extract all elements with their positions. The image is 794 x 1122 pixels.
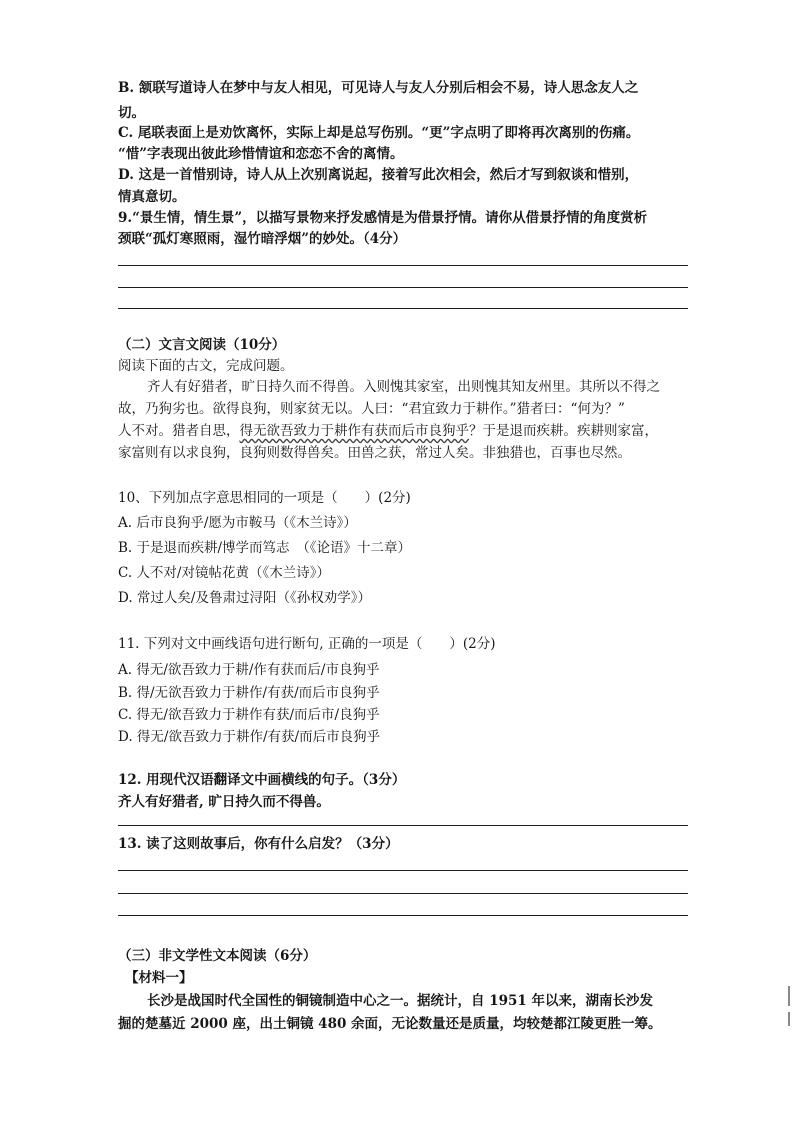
- passage-line-3-end: ？于是退而疾耕。疾耕则家富，: [469, 423, 658, 439]
- passage-line-3: [118, 421, 658, 441]
- answer-line[interactable]: [118, 893, 688, 894]
- question-13-stem: 13. 读了这则故事后，你有什么启发？（3分）: [118, 836, 399, 852]
- question-11-stem: 11. 下列对文中画线语句进行断句, 正确的一项是（ ）(2分): [118, 636, 496, 652]
- answer-line[interactable]: [118, 825, 688, 826]
- option-c-line-2: “惜”字表现出彼此珍惜情谊和恋恋不舍的离情。: [118, 146, 404, 162]
- material-1-line-1: 长沙是战国时代全国性的铜镜制造中心之一。据统计，自 1951 年以来，湖南长沙发: [147, 993, 653, 1009]
- option-b-line-1: B. 颔联写道诗人在梦中与友人相见，可见诗人与友人分别后相会不易，诗人思念友人之: [118, 80, 639, 96]
- question-12-sentence: 齐人有好猎者, 旷日持久而不得兽。: [118, 794, 330, 810]
- classical-instruction: 阅读下面的古文，完成问题。: [118, 358, 294, 374]
- question-12-stem: 12. 用现代汉语翻译文中画横线的句子。（3分）: [118, 772, 406, 788]
- passage-line-3-start: 人不对。猎者自思，: [118, 423, 240, 439]
- question-10-option-a[interactable]: A. 后市良狗乎/愿为市鞍马（《木兰诗》）: [118, 515, 357, 531]
- question-9-line-1: 9.“景生情，情生景”，以描写景物来抒发感情是为借景抒情。请你从借景抒情的角度赏析: [118, 210, 648, 226]
- underlined-sentence: 得无欲吾致力于耕作有获而后市良狗乎: [239, 423, 469, 439]
- question-11-option-c[interactable]: C. 得无/欲吾致力于耕作有获/而后市/良狗乎: [118, 707, 380, 723]
- passage-line-1: 齐人有好猎者，旷日持久而不得兽。入则愧其家室，出则愧其知友州里。其所以不得之: [147, 379, 660, 395]
- material-1-line-2: 掘的楚墓近 2000 座，出土铜镜 480 余面，无论数量还是质量，均较楚都江陵更胜一筹。: [118, 1016, 662, 1032]
- passage-line-2: 故，乃狗劣也。欲得良狗，则家贫无以。人曰：“君宜致力于耕作。”猎者曰：“何为？”: [118, 401, 625, 417]
- option-d-line-2: 情真意切。: [118, 189, 186, 205]
- passage-line-4: 家富则有以求良狗，良狗则数得兽矣。田兽之获，常过人矣。非独猎也，百事也尽然。: [118, 445, 631, 461]
- answer-line[interactable]: [118, 870, 688, 871]
- material-1-label: 【材料一】: [125, 970, 193, 986]
- question-10-option-b[interactable]: B. 于是退而疾耕/博学而笃志 （《论语》十二章）: [118, 540, 412, 556]
- question-9-line-2: 颈联“孤灯寒照雨，湿竹暗浮烟”的妙处。（4分）: [118, 231, 407, 247]
- section-2-heading: （二）文言文阅读（10分）: [118, 337, 286, 353]
- answer-line[interactable]: [118, 308, 688, 309]
- question-10-stem: 10、下列加点字意思相同的一项是（ ）(2分): [118, 490, 411, 506]
- answer-line[interactable]: [118, 265, 688, 266]
- option-d-line-1: D. 这是一首惜别诗，诗人从上次别离说起，接着写此次相会，然后才写到叙谈和惜别，: [118, 167, 639, 183]
- question-10-option-c[interactable]: C. 人不对/对镜帖花黄（《木兰诗》）: [118, 565, 330, 581]
- scan-artifact: [788, 1012, 790, 1026]
- answer-line[interactable]: [118, 287, 688, 288]
- answer-line[interactable]: [118, 915, 688, 916]
- question-10-option-d[interactable]: D. 常过人矣/及鲁肃过浔阳（《孙权劝学》）: [118, 590, 371, 606]
- option-b-line-2: 切。: [118, 105, 145, 121]
- question-11-option-b[interactable]: B. 得/无欲吾致力于耕作/有获/而后市良狗乎: [118, 685, 380, 701]
- question-11-option-a[interactable]: A. 得无/欲吾致力于耕/作有获而后/市良狗乎: [118, 662, 380, 678]
- option-c-line-1: C. 尾联表面上是劝饮离怀，实际上却是总写伤别。“更”字点明了即将再次离别的伤痛。: [118, 125, 640, 141]
- question-11-option-d[interactable]: D. 得无/欲吾致力于耕作/有获/而后市良狗乎: [118, 729, 381, 745]
- section-3-heading: （三）非文学性文本阅读（6分）: [118, 948, 317, 964]
- scan-artifact: [788, 986, 790, 1006]
